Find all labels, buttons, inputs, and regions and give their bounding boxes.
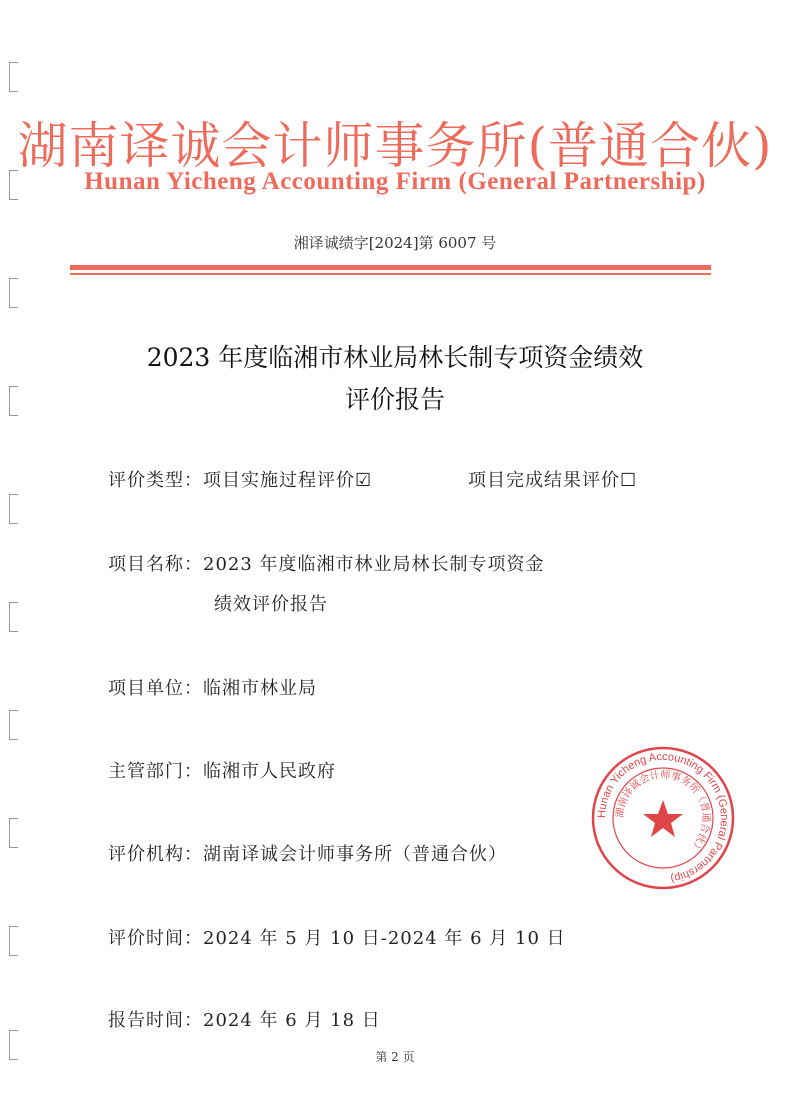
star-icon	[643, 800, 683, 837]
eval-type-option2: 项目完成结果评价	[468, 470, 620, 491]
agency-label: 评价机构：	[108, 844, 203, 865]
binding-mark	[9, 62, 18, 92]
department-label: 主管部门：	[108, 761, 203, 782]
project-unit-label: 项目单位：	[108, 678, 203, 699]
binding-mark	[9, 278, 18, 308]
eval-type-option1: 项目实施过程评价	[203, 470, 355, 491]
eval-type-row	[108, 466, 372, 492]
eval-type-option2-row	[468, 466, 637, 492]
report-time-value: 2024 年 6 月 18 日	[203, 1010, 381, 1031]
header-divider-thick	[70, 265, 711, 270]
project-name-label: 项目名称：	[108, 554, 203, 575]
firm-name-cn: 湖南译诚会计师事务所(普通合伙)	[17, 117, 773, 175]
seal-inner-text: 湖南译诚会计师事务所（普通合伙）	[614, 769, 712, 855]
report-title-line2: 评价报告	[344, 385, 445, 414]
binding-mark	[9, 602, 18, 632]
eval-time-row	[108, 924, 566, 950]
project-unit-value: 临湘市林业局	[203, 678, 317, 699]
report-time-row	[108, 1006, 381, 1032]
firm-name-en: Hunan Yicheng Accounting Firm (General Partnership)	[84, 168, 706, 195]
binding-mark	[9, 710, 18, 740]
header-divider-thin	[70, 273, 711, 275]
agency-row	[108, 840, 507, 866]
page-number: 第 2 页	[375, 1050, 415, 1064]
department-row	[108, 757, 336, 783]
department-value: 临湘市人民政府	[203, 761, 336, 782]
eval-time-label: 评价时间：	[108, 928, 203, 949]
binding-mark	[9, 926, 18, 956]
official-seal	[590, 745, 736, 891]
eval-type-label: 评价类型：	[108, 470, 203, 491]
project-name-value-cont: 绩效评价报告	[214, 594, 328, 615]
agency-value: 湖南译诚会计师事务所（普通合伙）	[203, 844, 507, 865]
project-unit-row	[108, 674, 317, 700]
seal-outer-text: Hunan Yicheng Accounting Firm (General Partnership)	[595, 750, 731, 885]
checkbox-checked: ☑	[355, 470, 373, 491]
binding-mark	[9, 494, 18, 524]
project-name-value: 2023 年度临湘市林业局林长制专项资金	[203, 554, 545, 575]
eval-time-value: 2024 年 5 月 10 日-2024 年 6 月 10 日	[203, 928, 566, 949]
document-number: 湘译诚绩字[2024]第 6007 号	[293, 234, 497, 252]
report-title-line1: 2023 年度临湘市林业局林长制专项资金绩效	[146, 343, 644, 372]
project-name-row	[108, 550, 545, 576]
report-time-label: 报告时间：	[108, 1010, 203, 1031]
checkbox-unchecked: ☐	[620, 470, 638, 491]
binding-mark	[9, 818, 18, 848]
